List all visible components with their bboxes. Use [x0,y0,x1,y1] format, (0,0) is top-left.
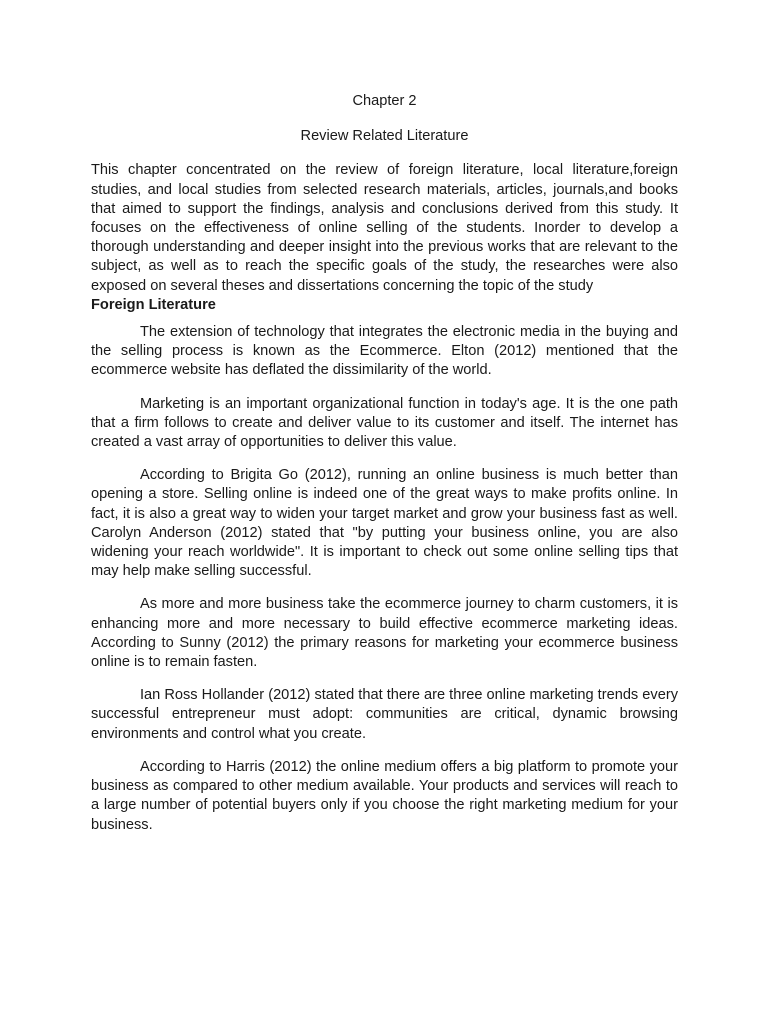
body-paragraph: As more and more business take the ecommerce journey to charm customers, it is enhancing more and more necessary to build effective ecommerce marketing ideas. According to Sunny (2012) the primary reasons for marketing your ecommerce business online is to remain fasten. [91,596,678,671]
chapter-number: Chapter 2 [352,93,417,109]
document-page [91,92,678,849]
intro-paragraph: This chapter concentrated on the review of foreign literature, local literature,foreign studies, and local studies from selected research materials, articles, journals,and books that aimed to support the findings, analysis and conclusions derived from this study. It focuses on the effectiveness of online selling of the students. Inorder to develop a thorough understanding and deeper insight into the previous works that are relevant to the subject, as well as to reach the specific goals of the study, the researches were also exposed on several theses and dissertations concerning the topic of the study [91,162,678,294]
body-paragraph: Ian Ross Hollander (2012) stated that there are three online marketing trends every successful entrepreneur must adopt: communities are critical, dynamic browsing environments and control what you create. [91,687,678,742]
section-heading: Foreign Literature [91,296,216,313]
body-paragraph: The extension of technology that integrates the electronic media in the buying and the selling process is known as the Ecommerce. Elton (2012) mentioned that the ecommerce website has deflated the dissimilarity of the world. [91,324,678,379]
body-paragraph: According to Brigita Go (2012), running an online business is much better than opening a store. Selling online is indeed one of the great ways to make profits online. In fact, it is also a great way to widen your target market and grow your business fast as well. Carolyn Anderson (2012) stated that "by putting your business online, you are also widening your reach worldwide". It is important to check out some online selling tips that may help make selling successful. [91,467,678,580]
body-paragraph: According to Harris (2012) the online medium offers a big platform to promote your business as compared to other medium available. Your products and services will reach to a large number of potential buyers only if you choose the right marketing medium for your business. [91,758,678,833]
body-paragraph: Marketing is an important organizational function in today's age. It is the one path that a firm follows to create and deliver value to its customer and itself. The internet has created a vast array of opportunities to deliver this value. [91,395,678,451]
chapter-title: Review Related Literature [300,128,469,145]
